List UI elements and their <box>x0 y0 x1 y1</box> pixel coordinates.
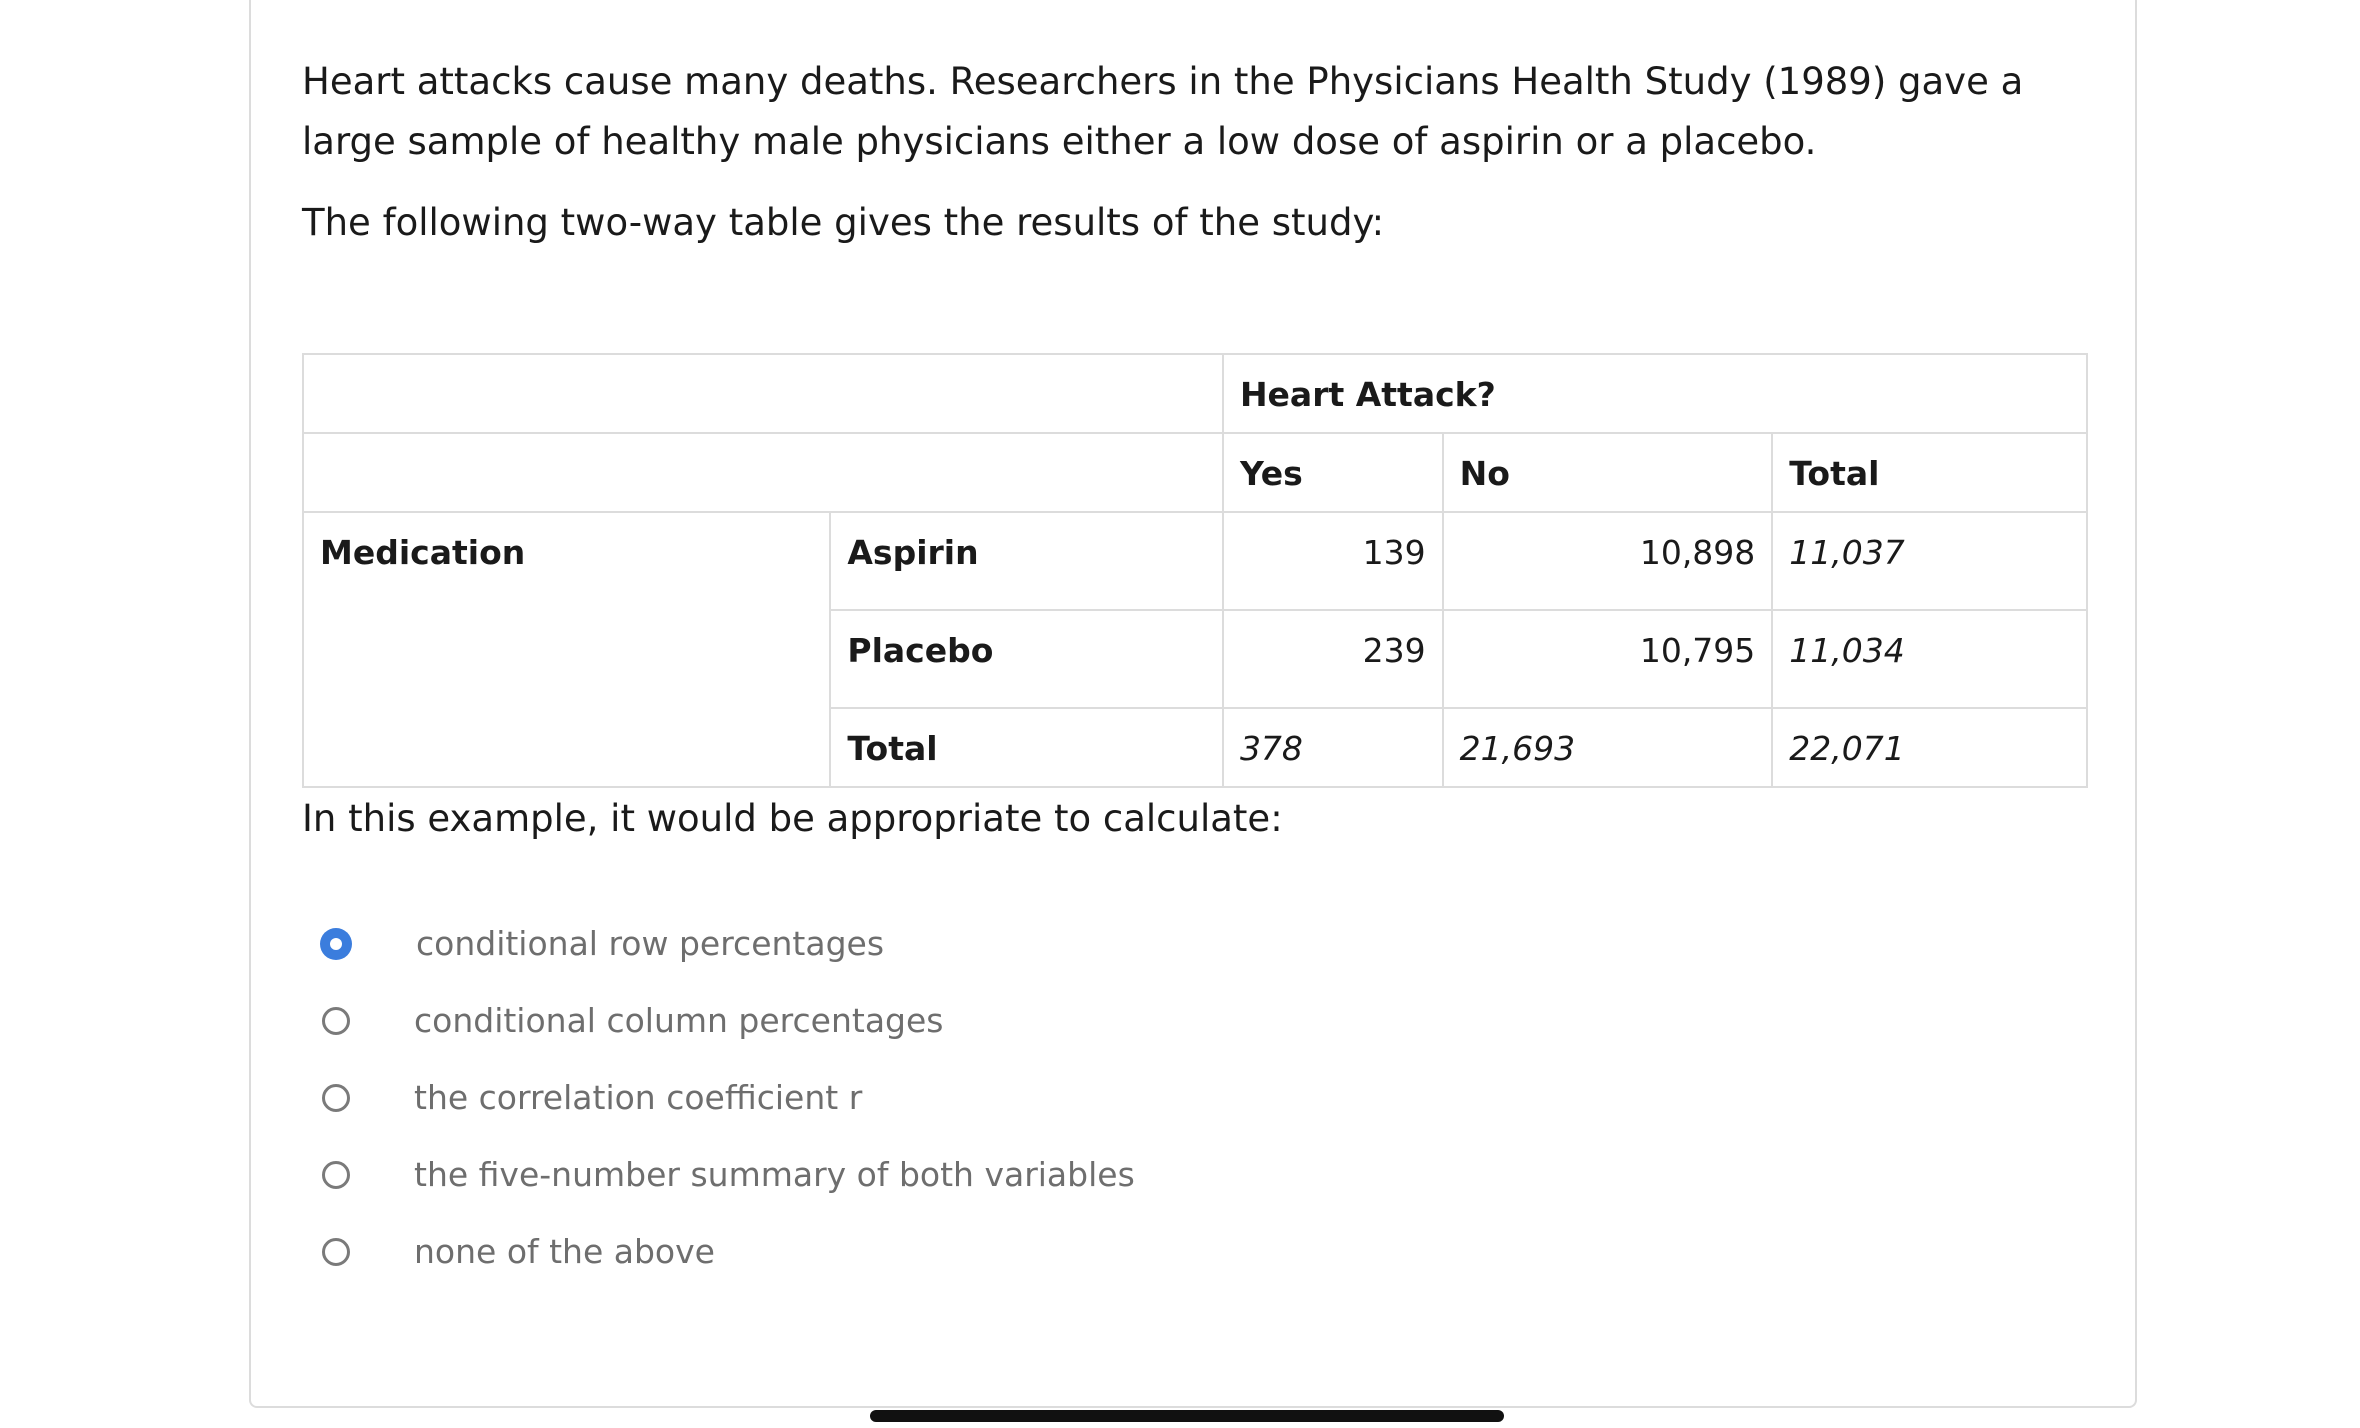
cell-placebo-no: 10,795 <box>1443 610 1773 708</box>
cell-placebo-total: 11,034 <box>1772 610 2087 708</box>
table-subheader-row <box>303 433 2087 512</box>
row-label-aspirin: Aspirin <box>830 512 1223 610</box>
col-header-yes: Yes <box>1223 433 1443 512</box>
cell-aspirin-total: 11,037 <box>1772 512 2087 610</box>
answer-options <box>322 905 1135 1290</box>
option-conditional-row-percentages[interactable] <box>322 905 1135 982</box>
home-indicator-bar[interactable] <box>870 1410 1504 1422</box>
cell-total-total: 22,071 <box>1772 708 2087 787</box>
cell-placebo-yes: 239 <box>1223 610 1443 708</box>
col-header-total: Total <box>1772 433 2087 512</box>
radio-unchecked-icon[interactable] <box>322 1084 350 1112</box>
table-corner-cell <box>303 354 1223 433</box>
option-five-number-summary[interactable] <box>322 1136 1135 1213</box>
option-correlation-coefficient[interactable] <box>322 1059 1135 1136</box>
table-row <box>303 512 2087 610</box>
option-label: the correlation coefficient r <box>414 1078 863 1117</box>
radio-unchecked-icon[interactable] <box>322 1161 350 1189</box>
question-intro: Heart attacks cause many deaths. Researchers in the Physicians Health Study (1989) gave a large sample of healthy male physicians either a low dose of aspirin or a placebo. <box>302 60 2024 163</box>
table-lead-text: The following two-way table gives the results of the study: <box>302 201 1385 244</box>
row-label-placebo: Placebo <box>830 610 1223 708</box>
cell-total-no: 21,693 <box>1443 708 1773 787</box>
option-label: none of the above <box>414 1232 715 1271</box>
cell-aspirin-no: 10,898 <box>1443 512 1773 610</box>
row-group-header: Medication <box>303 512 830 787</box>
col-header-no: No <box>1443 433 1773 512</box>
question-prompt: In this example, it would be appropriate to calculate: <box>302 797 1283 840</box>
option-label: conditional row percentages <box>416 924 885 963</box>
table-header-row <box>303 354 2087 433</box>
option-none-of-the-above[interactable] <box>322 1213 1135 1290</box>
row-label-total: Total <box>830 708 1223 787</box>
cell-total-yes: 378 <box>1223 708 1443 787</box>
radio-checked-icon[interactable] <box>320 928 352 960</box>
col-group-header: Heart Attack? <box>1223 354 2087 433</box>
two-way-table <box>302 353 2088 788</box>
table-corner-cell <box>303 433 1223 512</box>
option-conditional-column-percentages[interactable] <box>322 982 1135 1059</box>
radio-unchecked-icon[interactable] <box>322 1238 350 1266</box>
cell-aspirin-yes: 139 <box>1223 512 1443 610</box>
option-label: conditional column percentages <box>414 1001 944 1040</box>
option-label: the five-number summary of both variables <box>414 1155 1135 1194</box>
radio-unchecked-icon[interactable] <box>322 1007 350 1035</box>
